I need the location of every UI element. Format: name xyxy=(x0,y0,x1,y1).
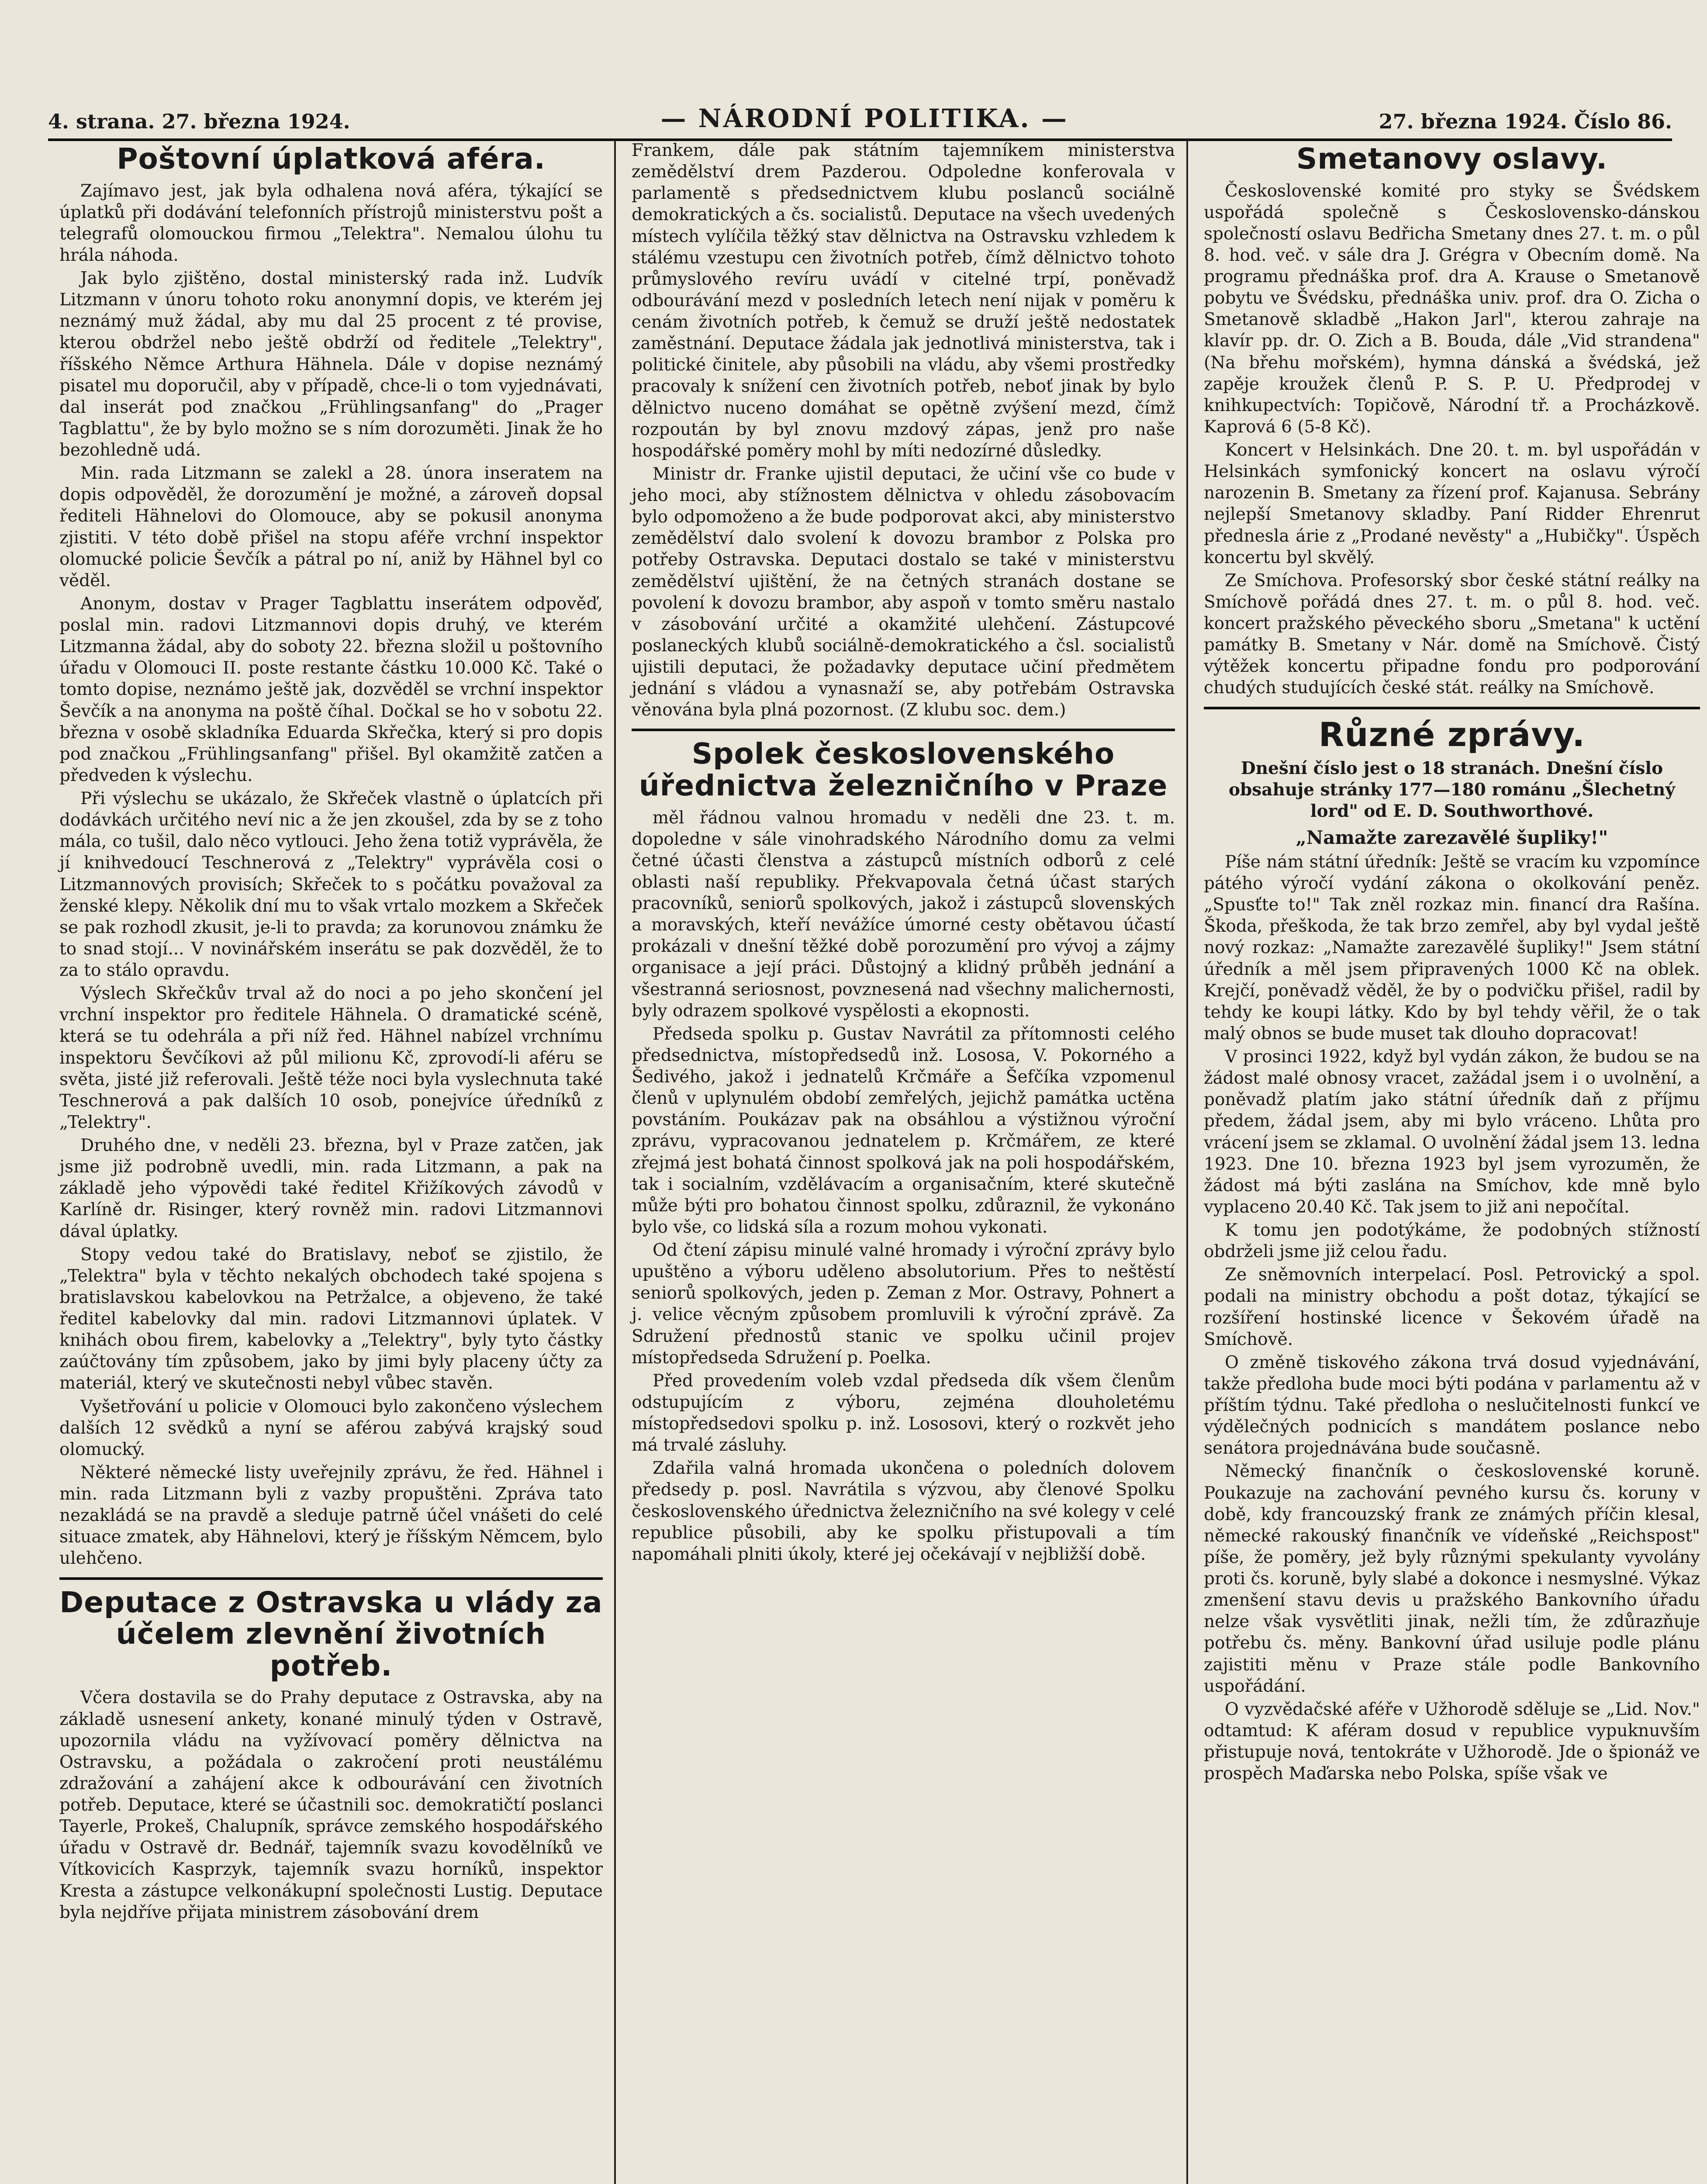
paragraph: Při výslechu se ukázalo, že Skřeček vlastně o úplatcích při dodávkách určitého neví nic a že jen zkoušel, zda by se z toho mála, co tušil, dalo něco vytlouci. Jeho žena totiž vyprávěla, že jí knihvedoucí Teschnerová z „Telektry" vyprávěla cosi o Litzmannových provisích; Skřeček to s počátku považoval za ženské klepy. Několik dní mu to však vrtalo mozkem a Skřeček se pak rozhodl zkusit, je-li to pravda; za korunovou známku že to snad stojí... V novinářském inserátu se pak dozvěděl, že to za to stálo opravdu. xyxy=(59,789,603,981)
subheadline-rusty-drawers: „Namažte zarezavělé šupliky!" xyxy=(1296,826,1608,848)
paragraph: Druhého dne, v neděli 23. března, byl v Praze zatčen, jak jsme již podrobně uvedli, min. rada Litzmann, a pak na základě jeho výpovědi také ředitel Křižíkových závodů v Karlíně dr. Risinger, který rovněž min. radovi Litzmannovi dával úplatky. xyxy=(59,1136,603,1241)
paragraph: Min. rada Litzmann se zalekl a 28. února inseratem na dopis odpověděl, že dorozumění je možné, a zároveň dopsal řediteli Hähnelovi do Olomouce, aby se pokusil anonyma zjistiti. V této době přišel na stopu aféře vrchní inspektor olomucké policie Ševčík a pátral po ní, aniž by Hähnel byl co věděl. xyxy=(59,463,603,591)
paragraph: Stopy vedou také do Bratislavy, neboť se zjistilo, že „Telektra" byla v těchto nekalých obchodech také spojena s bratislavskou kabelovkou na Petržalce, a objeveno, že také ředitel kabelovky dal min. radovi Litzmannovi úplatek. V knihách obou firem, kabelovky a „Telektry", byly tyto částky zaúčtovány tím způsobem, jako by jimi byly placeny účty za materiál, který ve skutečnosti nebyl vůbec stavěn. xyxy=(59,1244,603,1393)
column-2 xyxy=(620,140,1188,2184)
masthead xyxy=(48,94,1672,141)
news-note: Německý finančník o československé koruně. Poukazuje na zachování pevného kursu čs. koruny v době, kdy francouzský frank ze známých příčin klesal, německé rakouský finančník ve vídeňské „Reichspost" píše, že poměry, jež byly různými spekulanty vyvolány proti čs. koruně, byly slabé a dokonce i nesmyslné. Výkaz zmenšení stavu devis u pražského Bankovního úřadu nelze však vysvětliti jinak, nežli tím, že zdůrazňuje potřebu čs. měny. Bankovní úřad usiluje podle plánu zajistiti měnu v Praze stále podle Bankovního uspořádání. xyxy=(1204,1462,1700,1696)
paragraph: Frankem, dále pak státním tajemníkem ministerstva zemědělství drem Pazderou. Odpoledne konferovala v parlamentě s předsednictvem klubu poslanců sociálně demokratických a čs. socialistů. Deputace na všech uvedených místech vylíčila těžký stav dělnictva na Ostravsku vzhledem k stálému vzestupu cen životních potřeb, čímž dělnictvo tohoto průmyslového revíru uvádí v citelné trpí, poněvadž odbourávání mezd v posledních letech není nijak v poměru k cenám životních potřeb, k čemuž se druží ještě nedostatek zaměstnání. Deputace žádala jak jednotlivá ministerstva, tak i politické činitele, aby působili na vládu, aby všemi prostředky pracovaly k snížení cen životních potřeb, neboť jinak by bylo dělnictvo nuceno domáhat se opětně zvýšení mezd, čímž rozpoután by byl znovu mzdový zápas, jenž pro naše hospodářské poměry mohl by míti nedozírné důsledky. xyxy=(632,141,1175,461)
paragraph: Československé komité pro styky se Švédskem uspořádá společně s Československo-dánskou společností oslavu Bedřicha Smetany dnes 27. t. m. o půl 8. hod. več. v sále dra J. Grégra v Obecním domě. Na programu přednáška prof. dra A. Krause o Smetanově pobytu ve Švédsku, přednáška univ. prof. dra O. Zicha o Smetanově skladbě „Hakon Jarl", kterou zahraje na klavír pp. dr. O. Zich a B. Bouda, dále „Vid strandena" (Na břehu mořském), hymna dánská a švédská, jež zapěje kroužek členů P. S. P. U. Předprodej v knihkupectvích: Topičově, Národní tř. a Procházkově. Kaprová 6 (5-8 Kč). xyxy=(1204,181,1700,437)
paragraph: Některé německé listy uveřejnily zprávu, že řed. Hähnel i min. rada Litzmann byli z vazby propuštěni. Zpráva tato nezakládá se na pravdě a sleduje patrně účel vnášeti do celé situace zmatek, aby Hähnelovi, který je říšským Němcem, bylo ulehčeno. xyxy=(59,1462,603,1569)
masthead-left: 4. strana. 27. března 1924. xyxy=(48,110,350,133)
paragraph: Před provedením voleb vzdal předseda dík všem členům odstupujícím z výboru, zejména dlouholetému místopředsedovi spolku p. inž. Lososovi, který o rozkvět jeho má trvalé zásluhy. xyxy=(632,1371,1175,1455)
paragraph: Výslech Skřečkův trval až do noci a po jeho skončení jel vrchní inspektor pro ředitele Hähnela. O dramatické scéně, která se tu odehrála a při níž řed. Hähnel nabízel vrchnímu inspektoru Ševčíkovi až půl milionu Kč, zprovodí-li aféru se světa, jisté již referovali. Ještě téže noci byla vyslechnuta také Teschnerová a pak dalších 10 osob, ponejvíce úředníků z „Telektry". xyxy=(59,984,603,1132)
paragraph: Koncert v Helsinkách. Dne 20. t. m. byl uspořádán v Helsinkách symfonický koncert na oslavu výročí narozenin B. Smetany za řízení prof. Kajanusa. Sebrány nejlepší Smetanovy skladby. Paní Ridder Ehrenrut přednesla árie z „Prodané nevěsty" a „Hubičky". Úspěch koncertu byl skvělý. xyxy=(1204,440,1700,567)
article-headline-ostrava-deputation: Deputace z Ostravska u vlády za účelem zlevnění životních potřeb. xyxy=(59,1577,603,1682)
paragraph: měl řádnou valnou hromadu v neděli dne 23. t. m. dopoledne v sále vinohradského Národního domu za velmi četné účasti členstva a zástupců místních odborů z celé oblasti naší republiky. Překvapovala četná účast starých pracovníků, seniorů spolkových, jakož i zástupců slovenských a moravských, kteří nevážíce úmorné cesty obětavou účastí prokázali v dnešní těžké době porozumění pro vývoj a zájmy organisace a její práci. Důstojný a klidný průběh jednání a všestranná seriosnost, povznesená nad všechny malichernosti, byly odrazem spolkové vyspělosti a ekopnosti. xyxy=(632,808,1175,1021)
article-headline-postal-affair: Poštovní úplatková aféra. xyxy=(117,142,546,176)
paragraph: Píše nám státní úředník: Ještě se vracím ku vzpomínce pátého výročí vydání zákona o okolkování peněz. „Spusťte to!" Tak zněl rozkaz min. financí dra Rašína. Škoda, přeškoda, že tak brzo zemřel, aby byl vydal ještě nový rozkaz: „Namažte zarezavělé šupliky!" Jsem státní úředník a měl jsem připravených 1000 Kč na oblek. Krejčí, poněvadž věděl, že by o podvičku přišel, radil by tehdy ke koupi látky. Kdo by byl tehdy věřil, že o tak malý obnos se bude muset tak dlouho dopracovat! xyxy=(1204,852,1700,1044)
masthead-title: — NÁRODNÍ POLITIKA. — xyxy=(660,104,1068,133)
news-note: Ze sněmovních interpelací. Posl. Petrovický a spol. podali na ministry obchodu a pošt dotaz, týkající se rozšíření hostinské licence v Šekovém úřadě na Smíchově. xyxy=(1204,1265,1700,1349)
article-headline-railway-officials: Spolek československého úřednictva železničního v Praze xyxy=(632,729,1175,802)
column-3 xyxy=(1192,140,1707,2184)
article-headline-smetana: Smetanovy oslavy. xyxy=(1296,142,1608,176)
section-headline-various-news: Různé zprávy. xyxy=(1204,707,1700,753)
news-note: O vyzvědačské aféře v Užhorodě sděluje se „Lid. Nov." odtamtud: K aféram dosud v republice vypuknuvším přistupuje nová, tentokráte v Užhorodě. Jde o špionáž ve prospěch Maďarska nebo Polska, spíše však ve xyxy=(1204,1699,1700,1784)
paragraph: Anonym, dostav v Prager Tagblattu inserátem odpověď, poslal min. radovi Litzmannovi dopis druhý, ve kterém Litzmanna žádal, aby do soboty 22. března složil u poštovního úřadu v Olomouci II. poste restante částku 10.000 Kč. Také o tomto dopise, neznámo ještě jak, dozvěděl se vrchní inspektor Ševčík a na anonyma na poště číhal. Dočkal se ho v sobotu 22. března v osobě skladníka Eduarda Skřečka, který si pro dopis pod značkou „Frühlingsanfang" přišel. Byl okamžitě zatčen a předveden k výslechu. xyxy=(59,594,603,785)
column-1 xyxy=(48,140,616,2184)
paragraph: Zdařila valná hromada ukončena o poledních dolovem předsedy p. posl. Navrátila s výzvou, aby členové Spolku československého úřednictva železničního na své kolegy v celé republice působili, aby ke spolku přistupovali a tím napomáhali plniti úkoly, které jej očekávají v nejbližší době. xyxy=(632,1458,1175,1564)
masthead-right: 27. března 1924. Číslo 86. xyxy=(1379,110,1672,133)
paragraph: Ministr dr. Franke ujistil deputaci, že učiní vše co bude v jeho moci, aby stížnostem dělnictva v ohledu zásobovacím bylo odpomoženo a že bude podporovat akci, aby ministerstvo zemědělství dalo svolení k dovozu brambor z Polska pro potřeby Ostravska. Deputaci dostalo se také v ministerstvu zemědělství ujištění, že na četných stranách dostane se povolení k dovozu brambor, aby aspoň v tomto směru nastalo v zásobování určité a okamžité ulehčení. Zástupcové poslaneckých klubů sociálně-demokratického a čsl. socialistů ujistili deputaci, že požadavky deputace učiní předmětem jednání s vládou a vynasnaží se, aby potřebám Ostravska věnována byla plná pozornost. (Z klubu soc. dem.) xyxy=(632,464,1175,720)
issue-note: Dnešní číslo jest o 18 stranách. Dnešní číslo obsahuje stránky 177—180 románu „Šlechetný lord" od E. D. Southworthové. xyxy=(1228,758,1676,822)
paragraph: Vyšetřování u policie v Olomouci bylo zakončeno výslechem dalších 12 svědků a nyní se aférou zabývá krajský soud olomucký. xyxy=(59,1396,603,1459)
paragraph: Předseda spolku p. Gustav Navrátil za přítomnosti celého předsednictva, místopředsedů inž. Lososa, V. Pokorného a Šedivého, jakož i jednatelů Krčmáře a Šefčíka vzpomenul členů v uplynulém období zemřelých, jejichž památka uctěna povstáním. Poukázav pak na obsáhlou a výstižnou výroční zprávu, vypracovanou jednatelem p. Krčmářem, ze které zřejmá jest bohatá činnost spolková jak na poli hospodářském, tak i socialním, vzdělávacím a organisačním, které skutečně může býti pro bohatou činnost spolku, zdůraznil, že vykonáno bylo vše, co lidská síla a rozum mohou vykonati. xyxy=(632,1024,1175,1237)
paragraph: Od čtení zápisu minulé valné hromady i výroční zprávy bylo upuštěno a výboru uděleno absolutorium. Přes to neštěstí seniorů spolkových, jeden p. Zeman z Mor. Ostravy, Pohnert a j. velice věcným způsobem promluvili k výroční zprávě. Za Sdružení přednostů stanic ve spolku učinil projev místopředseda Sdružení p. Poelka. xyxy=(632,1241,1175,1368)
paragraph: V prosinci 1922, když byl vydán zákon, že budou se na žádost malé obnosy vracet, zažádal jsem i o uvolnění, a poněvadž platím jako státní úředník daň z příjmu předem, žádal jsem, aby mi bylo vráceno. Lhůta pro vrácení jsem se zklamal. O uvolnění žádal jsem 13. ledna 1923. Dne 10. března 1923 byl jsem vyrozuměn, že žádost má býti zaslána na Smíchov, kde mně bylo vyplaceno 20.40 Kč. Tak jsem to již ani nepočítal. xyxy=(1204,1047,1700,1217)
paragraph: Včera dostavila se do Prahy deputace z Ostravska, aby na základě usnesení ankety, konané minulý týden v Ostravě, upozornila vládu na vyžívovací poměry dělnictva na Ostravsku, a požádala o zakročení proti neustálému zdražování a zahájení akce k odbourávání cen životních potřeb. Deputace, které se účastnili soc. demokratičtí poslanci Tayerle, Prokeš, Chalupník, správce zemského hospodářského úřadu v Ostravě dr. Bednář, tajemník svazu kovodělníků ve Vítkovicích Kasprzyk, tajemník svazu horníků, inspektor Kresta a zástupce velkonákupní společnosti Lustig. Deputace byla nejdříve přijata ministrem zásobování drem xyxy=(59,1688,603,1922)
paragraph: Zajímavo jest, jak byla odhalena nová aféra, týkající se úplatků při dodávání telefonních přístrojů ministerstvu pošt a telegrafů olomouckou firmou „Telektra". Nemalou úlohu tu hrála náhoda. xyxy=(59,181,603,265)
article-columns xyxy=(48,140,1700,2184)
paragraph: Ze Smíchova. Profesorský sbor české státní reálky na Smíchově pořádá dnes 27. t. m. o půl 8. hod. več. koncert pražského pěveckého sboru „Smetana" k uctění památky B. Smetany v Nár. domě na Smíchově. Čistý výtěžek koncertu připadne fondu pro podporování chudých studujících české stát. reálky na Smíchově. xyxy=(1204,570,1700,698)
news-note: O změně tiskového zákona trvá dosud vyjednávání, takže předloha bude moci býti podána v parlamentu až v příštím týdnu. Také předloha o neslučitelnosti funkcí ve výdělečných podnicích s mandátem poslance nebo senátora projednávána bude současně. xyxy=(1204,1352,1700,1458)
paragraph: Jak bylo zjištěno, dostal ministerský rada inž. Ludvík Litzmann v únoru tohoto roku anonymní dopis, ve kterém jej neznámý muž žádal, aby mu dal 25 procent z té provise, kterou obdržel nebo ještě obdrží od ředitele „Telektry", říšského Němce Arthura Hähnela. Dále v dopise neznámý pisatel mu doporučil, aby v případě, chce-li o tom vyjednávati, dal inserát pod značkou „Frühlingsanfang" do „Prager Tagblattu", že by bylo možno se s ním dorozuměti. Jinak že ho bezohledně udá. xyxy=(59,269,603,460)
paragraph: K tomu jen podotýkáme, že podobných stížností obdrželi jsme již celou řadu. xyxy=(1204,1220,1700,1262)
